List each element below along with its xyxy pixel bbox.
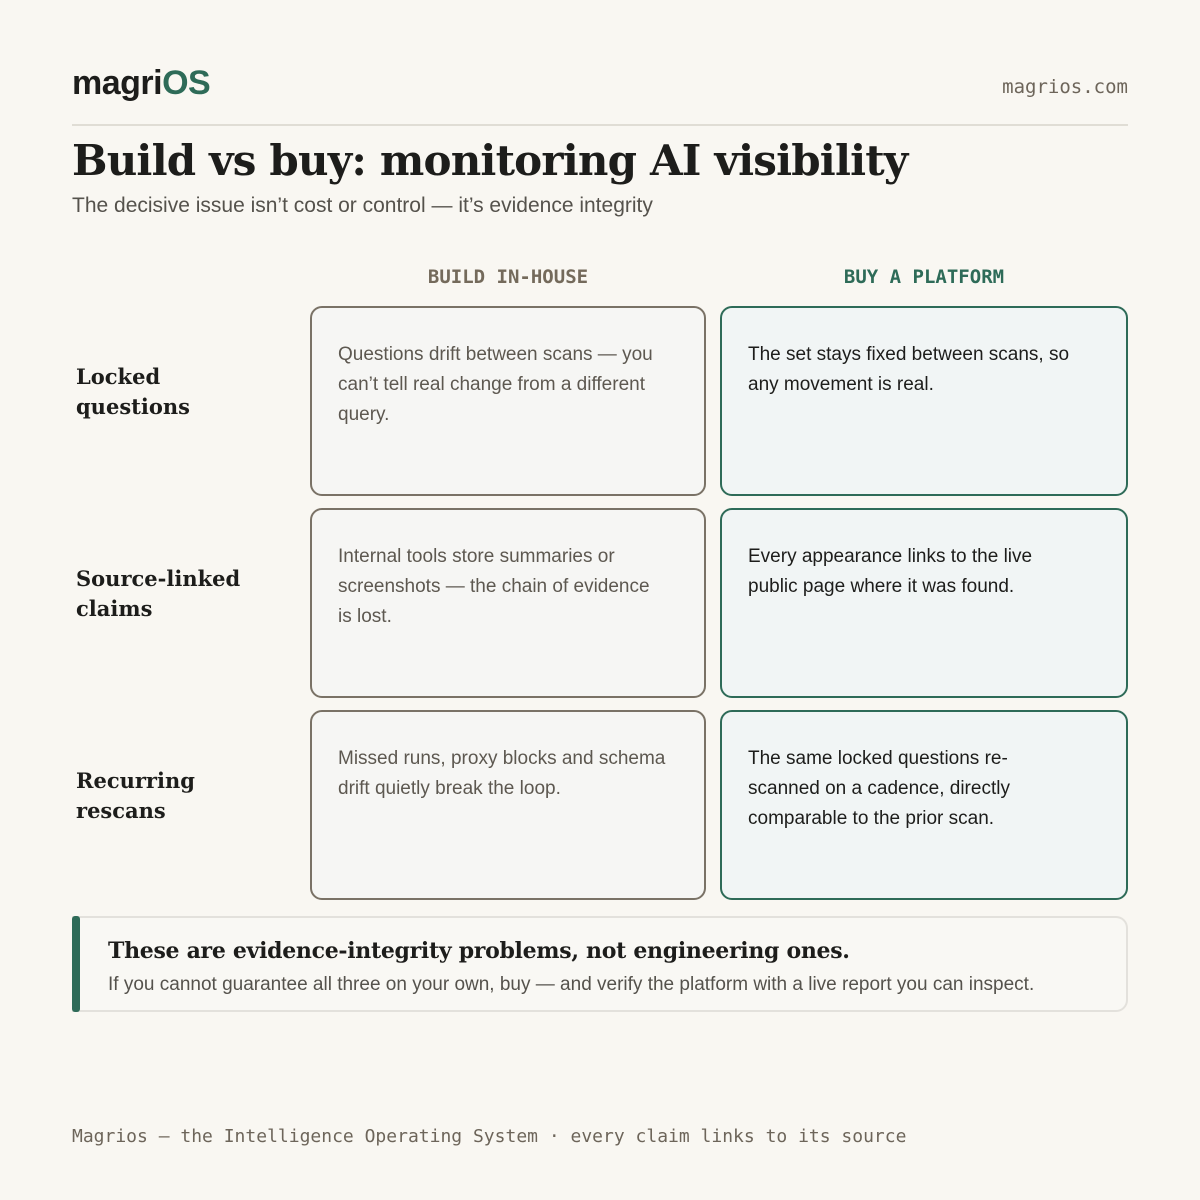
callout-title: These are evidence-integrity problems, not engineering ones. (108, 938, 850, 964)
row-label-source-linked-claims (76, 564, 296, 624)
row-label-line: Locked (76, 364, 161, 389)
row-label-line: Source-linked (76, 566, 241, 591)
cell-buy-recurring-rescans (720, 710, 1128, 900)
row-label-line: claims (76, 596, 153, 621)
cell-build-locked-questions (310, 306, 706, 496)
cell-buy-locked-questions (720, 306, 1128, 496)
footer-text: Magrios — the Intelligence Operating System · every claim links to its source (72, 1126, 907, 1147)
row-label-line: rescans (76, 798, 166, 823)
cell-build-recurring-rescans (310, 710, 706, 900)
page-subtitle: The decisive issue isn’t cost or control — it’s evidence integrity (72, 194, 653, 217)
page-title: Build vs buy: monitoring AI visibility (72, 136, 908, 185)
cell-text: The set stays fixed between scans, so any movement is real. (748, 344, 1070, 395)
cell-text: The same locked questions re-scanned on a cadence, directly comparable to the prior scan. (748, 748, 1010, 829)
callout-box (72, 916, 1128, 1012)
row-label-recurring-rescans (76, 766, 296, 826)
header (72, 62, 1128, 126)
cell-text: Missed runs, proxy blocks and schema drift quietly break the loop. (338, 748, 666, 799)
row-label-locked-questions (76, 362, 296, 422)
callout-accent-bar (72, 916, 80, 1012)
logo-text-accent: OS (162, 64, 211, 102)
cell-text: Every appearance links to the live public page where it was found. (748, 546, 1033, 597)
cell-text: Questions drift between scans — you can’t tell real change from a different query. (338, 344, 653, 425)
cell-buy-source-linked-claims (720, 508, 1128, 698)
cell-text: Internal tools store summaries or screenshots — the chain of evidence is lost. (338, 546, 650, 627)
row-label-line: Recurring (76, 768, 195, 793)
site-url[interactable]: magrios.com (1002, 76, 1128, 98)
column-header-buy: BUY A PLATFORM (843, 266, 1005, 288)
column-header-build: BUILD IN-HOUSE (427, 266, 589, 288)
callout-body: If you cannot guarantee all three on your own, buy — and verify the platform with a live report you can inspect. (108, 974, 1035, 995)
cell-build-source-linked-claims (310, 508, 706, 698)
logo-text-dark: magri (72, 64, 163, 102)
logo[interactable] (72, 64, 210, 103)
row-label-line: questions (76, 394, 190, 419)
